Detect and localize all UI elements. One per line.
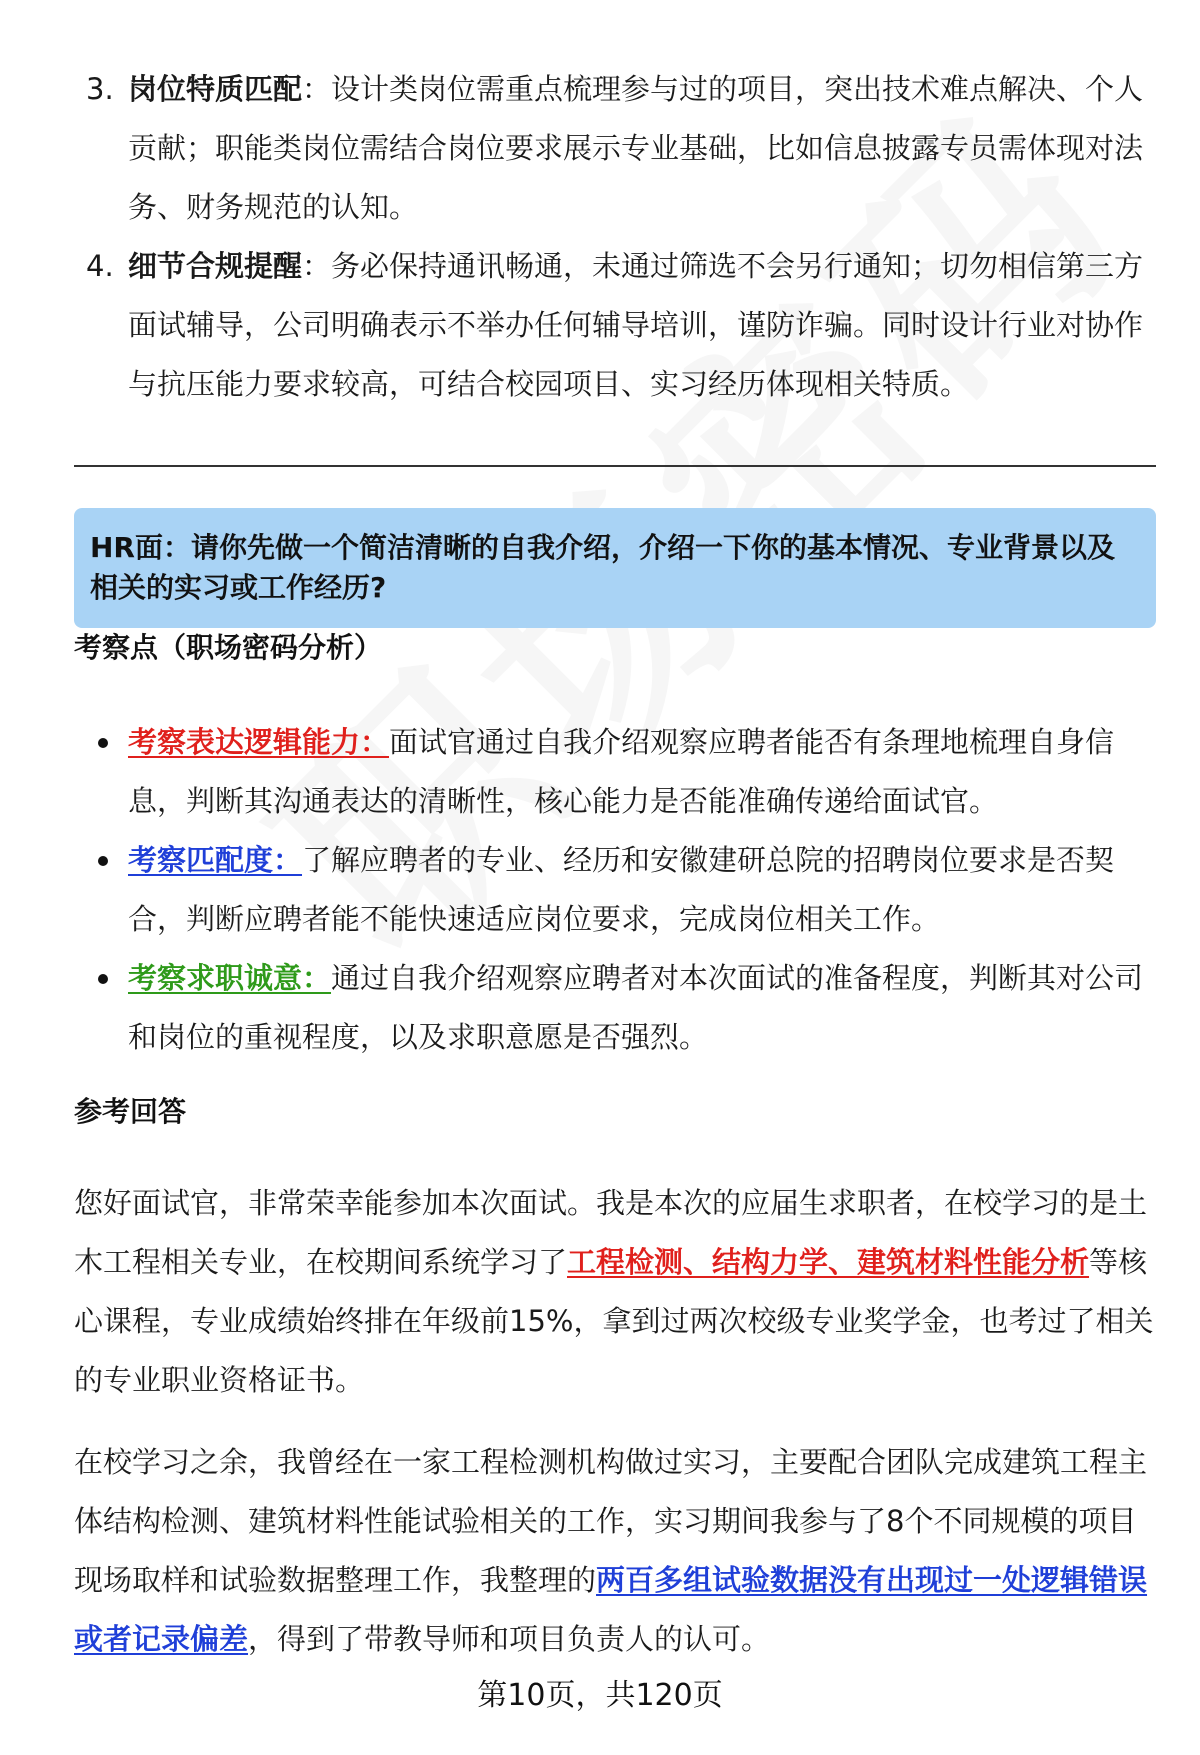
bullet-dot <box>98 738 108 748</box>
point-text: 通过自我介绍观察应聘者对本次面试的准备程度，判断其对公司和岗位的重视程度，以及求职意愿是否强烈。 <box>128 961 1144 1054</box>
answer-highlight: 工程检测、结构力学、建筑材料性能分析 <box>567 1245 1090 1279</box>
item-number: 4. <box>86 249 114 283</box>
page-footer: 第10页，共120页 <box>477 1678 723 1713</box>
item-title: 岗位特质匹配 <box>128 72 303 106</box>
item-title: 细节合规提醒 <box>128 249 303 283</box>
section-divider <box>74 465 1156 467</box>
point-text: 面试官通过自我介绍观察应聘者能否有条理地梳理自身信息，判断其沟通表达的清晰性，核心能力是否能准确传递给面试官。 <box>128 725 1115 818</box>
examination-points-list <box>74 713 1156 1067</box>
answer-text: 等核心课程，专业成绩始终排在年级前15%，拿到过两次校级专业奖学金，也考过了相关的专业职业资格证书。 <box>74 1245 1154 1397</box>
numbered-item-4 <box>74 237 1152 414</box>
point-label: 考察求职诚意： <box>128 961 332 995</box>
bullet-dot <box>98 856 108 866</box>
answer-highlight: 两百多组试验数据没有出现过一处逻辑错误或者记录偏差 <box>74 1563 1148 1656</box>
answer-text: 您好面试官，非常荣幸能参加本次面试。我是本次的应届生求职者，在校学习的是土木工程相关专业，在校期间系统学习了 <box>74 1186 1148 1279</box>
examination-point <box>74 713 1156 831</box>
point-label: 考察匹配度： <box>128 843 303 877</box>
answer-text: 在校学习之余，我曾经在一家工程检测机构做过实习，主要配合团队完成建筑工程主体结构检测、建筑材料性能试验相关的工作，实习期间我参与了8个不同规模的项目现场取样和试验数据整理工作，我整理的 <box>74 1445 1148 1597</box>
examination-point <box>74 831 1156 949</box>
examination-point <box>74 949 1156 1067</box>
numbered-list <box>74 60 1152 414</box>
bullet-dot <box>98 974 108 984</box>
answer-paragraph <box>74 1433 1156 1669</box>
item-number: 3. <box>86 72 114 106</box>
question-box: HR面：请你先做一个简洁清晰的自我介绍，介绍一下你的基本情况、专业背景以及相关的实习或工作经历? <box>74 508 1156 628</box>
point-label: 考察表达逻辑能力： <box>128 725 390 759</box>
answer-paragraph <box>74 1174 1156 1410</box>
reference-heading: 参考回答 <box>74 1095 187 1128</box>
point-text: 了解应聘者的专业、经历和安徽建研总院的招聘岗位要求是否契合，判断应聘者能不能快速适应岗位要求，完成岗位相关工作。 <box>128 843 1115 936</box>
item-text: ：务必保持通讯畅通，未通过筛选不会另行通知；切勿相信第三方面试辅导，公司明确表示不举办任何辅导培训，谨防诈骗。同时设计行业对协作与抗压能力要求较高，可结合校园项目、实习经历体现相关特质。 <box>128 249 1144 401</box>
numbered-item-3 <box>74 60 1152 237</box>
item-text: ：设计类岗位需重点梳理参与过的项目，突出技术难点解决、个人贡献；职能类岗位需结合岗位要求展示专业基础，比如信息披露专员需体现对法务、财务规范的认知。 <box>128 72 1144 224</box>
examination-heading: 考察点（职场密码分析） <box>74 631 383 664</box>
answer-text: ，得到了带教导师和项目负责人的认可。 <box>248 1622 771 1656</box>
